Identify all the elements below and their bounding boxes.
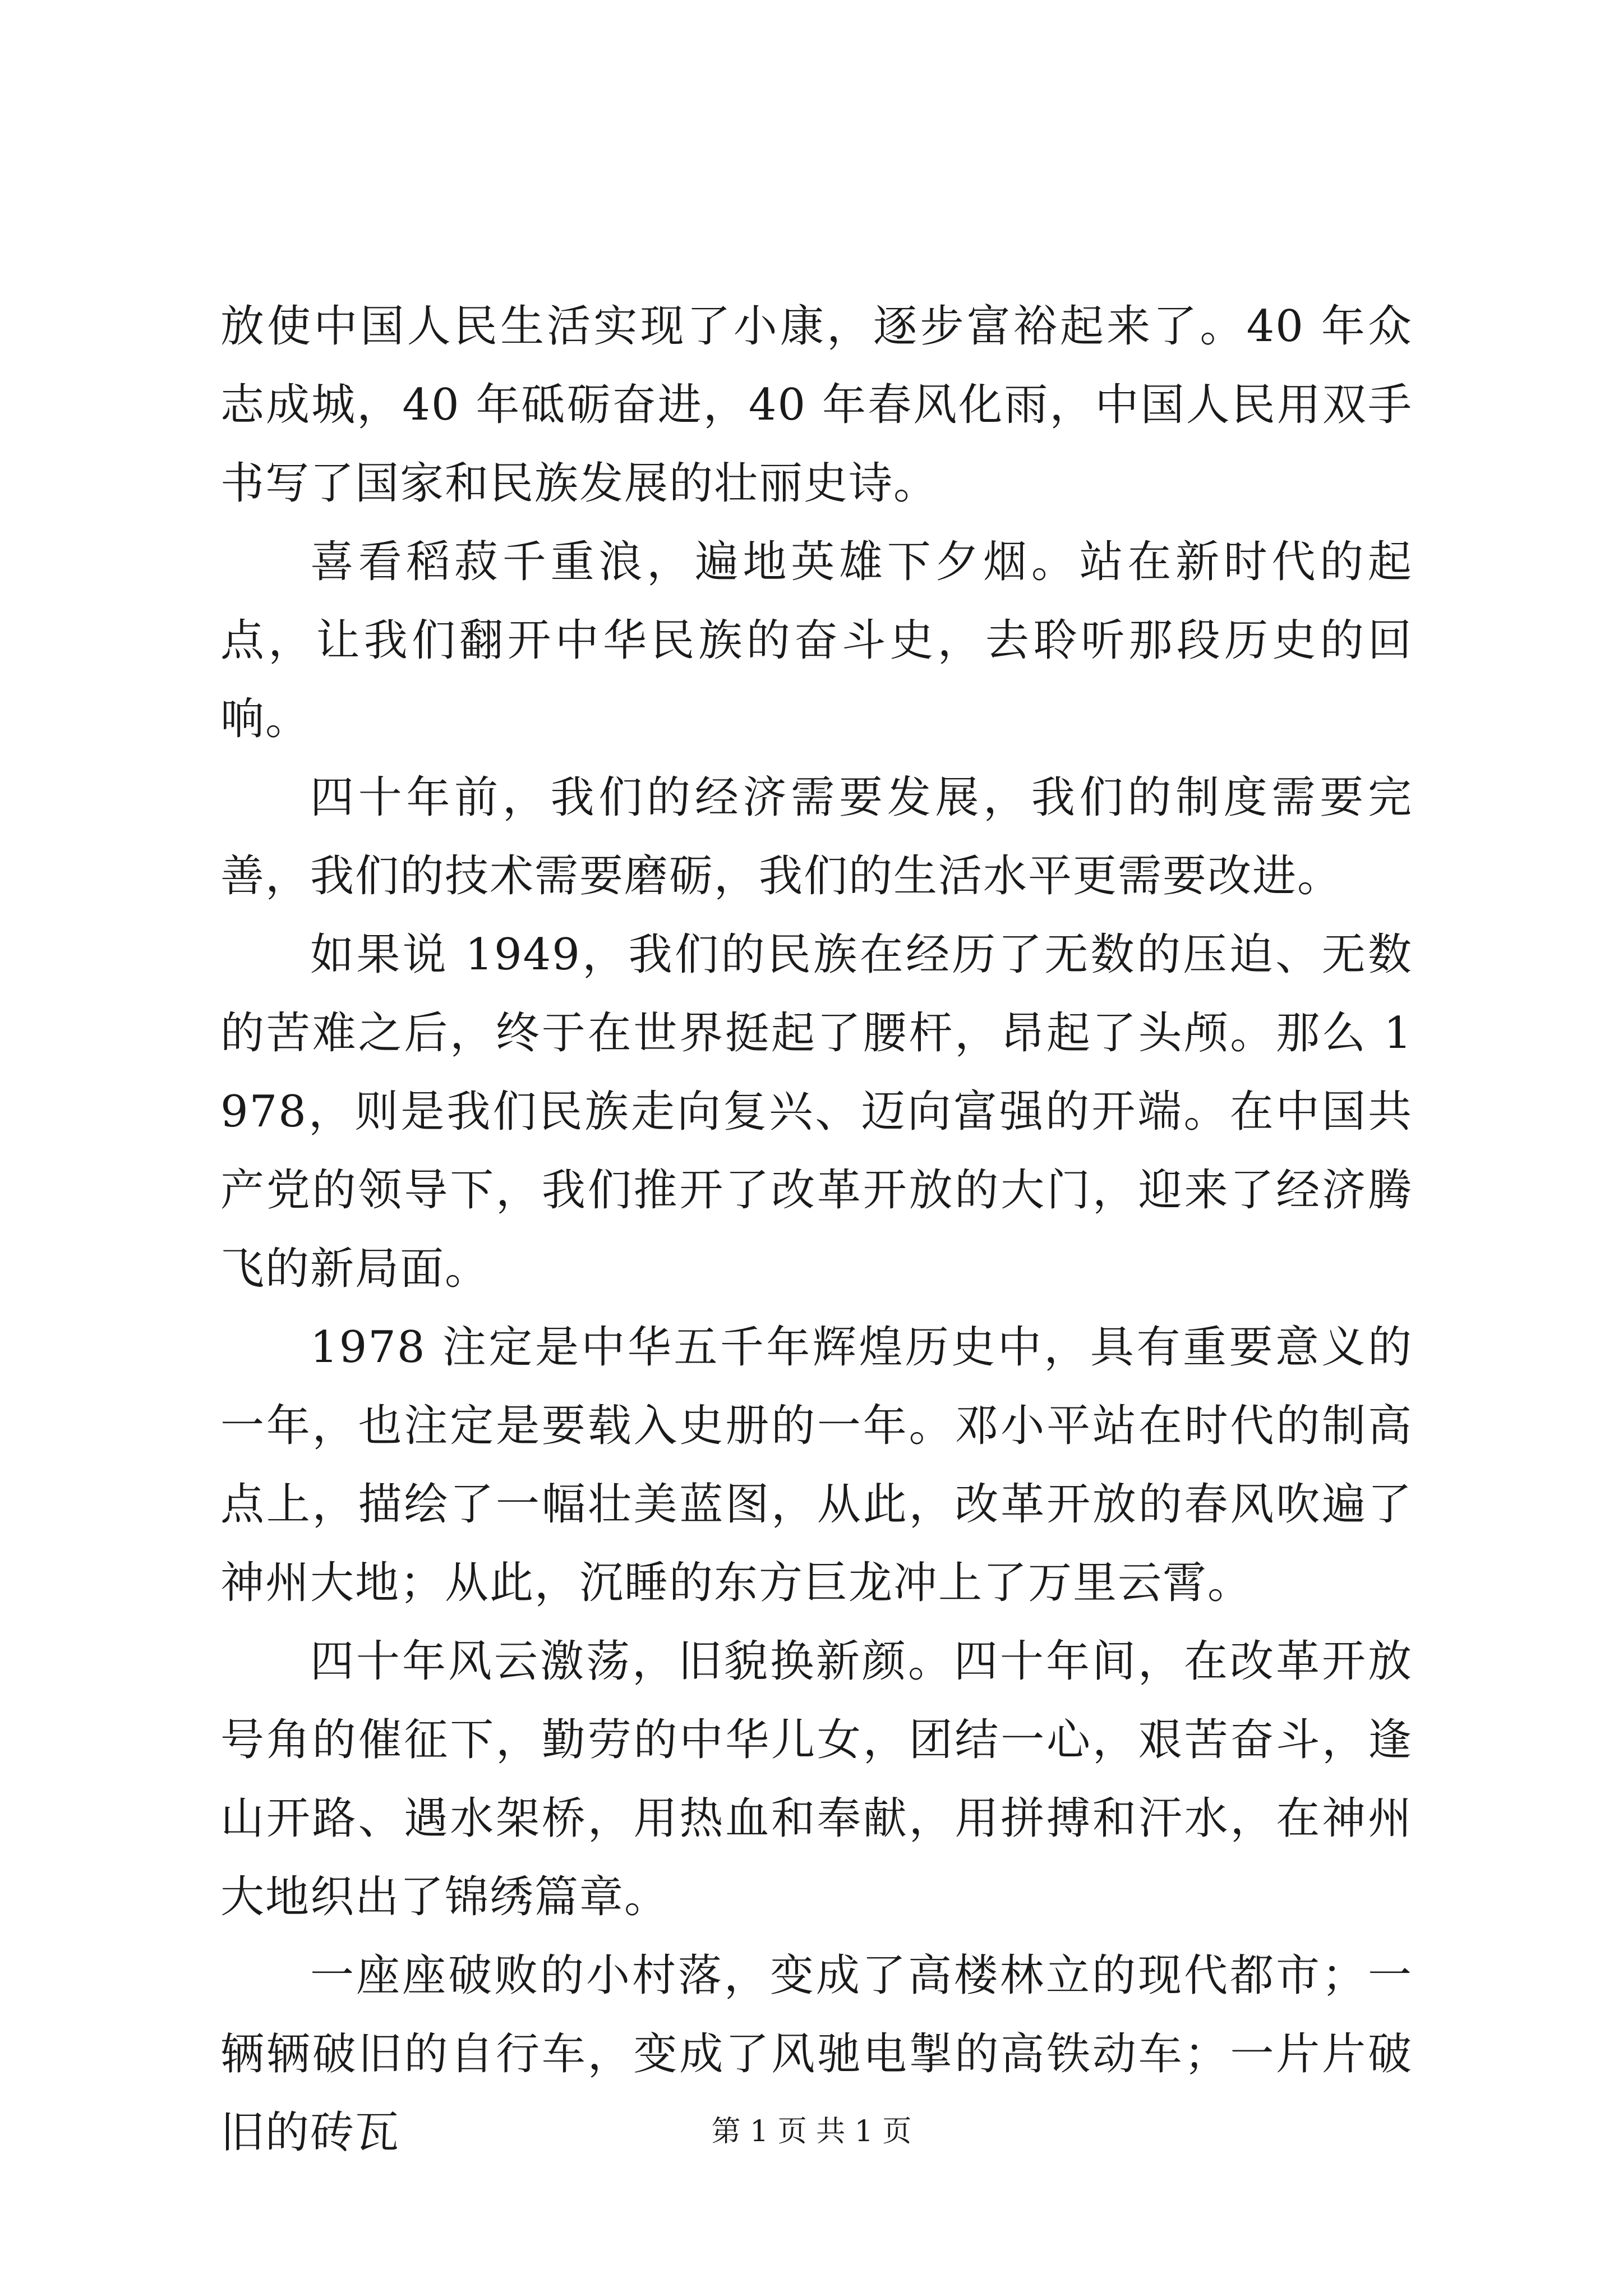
paragraph-4: 如果说 1949，我们的民族在经历了无数的压迫、无数的苦难之后，终于在世界挺起了腰杆，昂起了头颅。那么 1978，则是我们民族走向复兴、迈向富强的开端。在中国共产党的领导下，我们推开了改革开放的大门，迎来了经济腾飞的新局面。	[220, 930, 1413, 1294]
paragraph-7: 一座座破败的小村落，变成了高楼林立的现代都市；一辆辆破旧的自行车，变成了风驰电掣的高铁动车；一片片破旧的砖瓦	[220, 1950, 1413, 2158]
page-footer: 第 1 页 共 1 页	[711, 2115, 912, 2148]
paragraph-1: 放使中国人民生活实现了小康，逐步富裕起来了。40 年众志成城，40 年砥砺奋进，40 年春风化雨，中国人民用双手书写了国家和民族发展的壮丽史诗。	[220, 301, 1413, 509]
paragraph-2: 喜看稻菽千重浪，遍地英雄下夕烟。站在新时代的起点，让我们翻开中华民族的奋斗史，去聆听那段历史的回响。	[220, 537, 1413, 744]
document-body	[220, 287, 1413, 2172]
paragraph-5: 1978 注定是中华五千年辉煌历史中，具有重要意义的一年，也注定是要载入史册的一年。邓小平站在时代的制高点上，描绘了一幅壮美蓝图，从此，改革开放的春风吹遍了神州大地；从此，沉睡的东方巨龙冲上了万里云霄。	[220, 1322, 1413, 1608]
paragraph-6: 四十年风云激荡，旧貌换新颜。四十年间，在改革开放号角的催征下，勤劳的中华儿女，团结一心，艰苦奋斗，逢山开路、遇水架桥，用热血和奉献，用拼搏和汗水，在神州大地织出了锦绣篇章。	[220, 1636, 1413, 1922]
paragraph-3: 四十年前，我们的经济需要发展，我们的制度需要完善，我们的技术需要磨砺，我们的生活水平更需要改进。	[220, 772, 1413, 901]
